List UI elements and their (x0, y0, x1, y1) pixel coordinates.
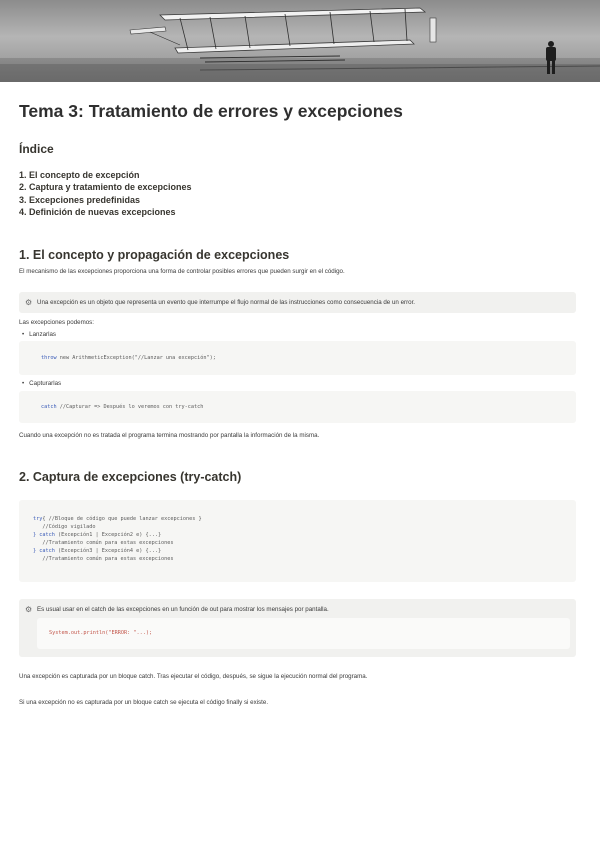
section2-heading: 2. Captura de excepciones (try-catch) (19, 470, 242, 484)
table-of-contents (19, 169, 192, 219)
bullet-catch: • Capturarlas (22, 380, 61, 387)
code-text: //Tratamiento común para estas excepciones (33, 540, 174, 546)
page-title: Tema 3: Tratamiento de errores y excepciones (19, 101, 403, 121)
println-code (37, 618, 570, 649)
callout-text: Es usual usar en el catch de las excepciones en un función de out para mostrar los mensajes por pantalla. (37, 606, 329, 613)
toc-item[interactable]: 4. Definición de nuevas excepciones (19, 207, 176, 218)
code-block-throw (19, 341, 576, 375)
code-keyword: } catch (33, 548, 55, 554)
gear-icon: ⚙ (25, 298, 33, 307)
bullet-throw: • Lanzarlas (22, 331, 56, 338)
code-keyword: throw (41, 355, 57, 361)
code-text: System.out.println("ERROR: "...); (49, 630, 153, 636)
section2-paragraph-1: Una excepción es capturada por un bloque catch. Tras ejecutar el código, después, se sigue la ejecución normal del programa. (19, 673, 368, 680)
section2-paragraph-2: Si una excepción no es capturada por un bloque catch se ejecuta el código finally si existe. (19, 699, 269, 706)
section1-heading: 1. El concepto y propagación de excepciones (19, 248, 290, 262)
indice-heading: Índice (19, 142, 54, 156)
code-keyword: try (33, 516, 43, 522)
code-keyword: catch (41, 404, 57, 410)
code-text: //Código vigilado (33, 524, 96, 530)
code-text: //Capturar => Después lo veremos con try-catch (56, 404, 204, 410)
code-block-try-catch (19, 500, 576, 582)
code-text: (Excepción3 | Excepción4 e) {...} (54, 548, 162, 554)
toc-item[interactable]: 3. Excepciones predefinidas (19, 194, 141, 205)
code-text: (Excepción1 | Excepción2 e) {...} (54, 532, 162, 538)
definition-callout (19, 292, 576, 313)
section1-closing: Cuando una excepción no es tratada el programa termina mostrando por pantalla la información de la misma. (19, 432, 320, 439)
code-text: //Tratamiento común para estas excepciones (33, 556, 174, 562)
code-block-catch (19, 391, 576, 423)
code-keyword: } catch (33, 532, 55, 538)
wright-flyer-illustration (0, 0, 600, 82)
callout-text: Una excepción es un objeto que representa un evento que interrumpe el flujo normal de las instrucciones como consecuencia de un error. (37, 299, 416, 306)
section1-intro: El mecanismo de las excepciones proporciona una forma de controlar posibles errores que pueden surgir en el código. (19, 268, 345, 275)
toc-item[interactable]: 2. Captura y tratamiento de excepciones (19, 182, 192, 193)
println-callout (19, 599, 576, 657)
code-text: { //Bloque de código que puede lanzar excepciones } (42, 516, 202, 522)
toc-item[interactable]: 1. El concepto de excepción (19, 170, 140, 180)
cover-image (0, 0, 600, 82)
code-text: new ArithmeticException("//Lanzar una excepción"); (56, 355, 216, 361)
gear-icon: ⚙ (25, 605, 33, 614)
list-intro: Las excepciones podemos: (19, 319, 94, 326)
